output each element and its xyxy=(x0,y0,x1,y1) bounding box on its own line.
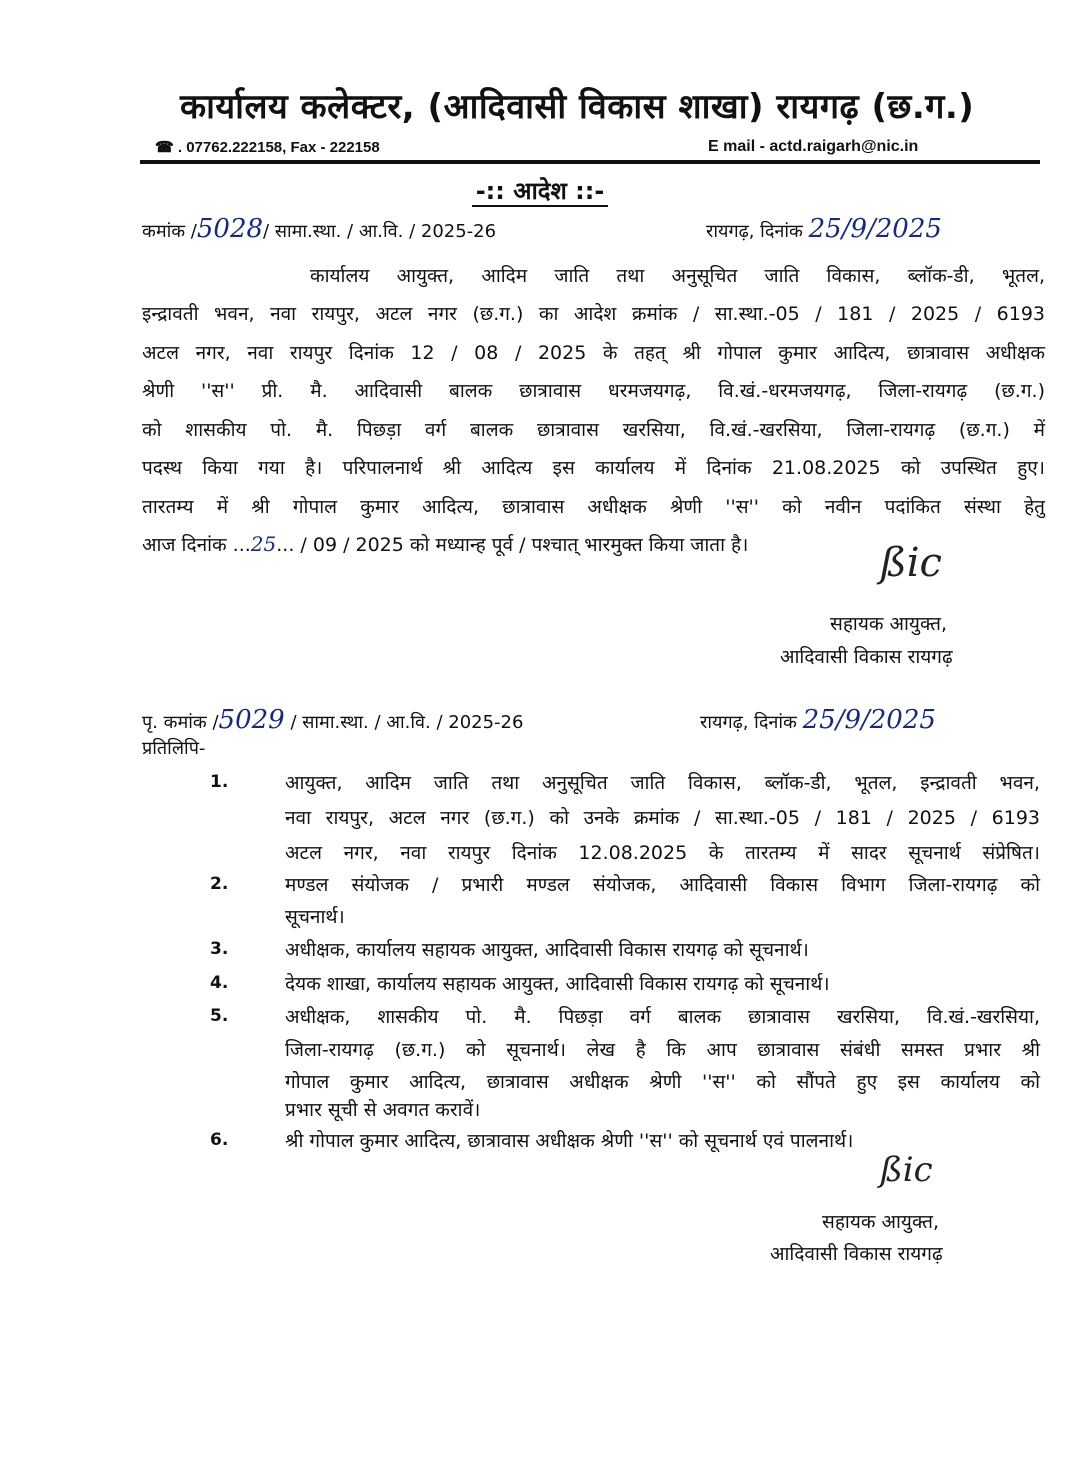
signature: ßic xyxy=(880,540,942,586)
list-item-line: अधीक्षक, कार्यालय सहायक आयुक्त, आदिवासी विकास रायगढ़ को सूचनार्थ। xyxy=(285,939,809,961)
body-line: कार्यालय आयुक्त, आदिम जाति तथा अनुसूचित जाति विकास, ब्लॉक-डी, भूतल, xyxy=(310,265,1045,287)
list-item-line: श्री गोपाल कुमार आदित्य, छात्रावास अधीक्षक श्रेणी ''स'' को सूचनार्थ एवं पालनार्थ। xyxy=(285,1130,854,1152)
signatory-title: सहायक आयुक्त, xyxy=(830,613,947,635)
body-line: तारतम्य में श्री गोपाल कुमार आदित्य, छात्रावास अधीक्षक श्रेणी ''स'' को नवीन पदांकित संस्था हेतु xyxy=(142,496,1045,518)
signature: ßic xyxy=(880,1150,933,1190)
signatory-office: आदिवासी विकास रायगढ़ xyxy=(770,1243,943,1265)
order-date: रायगढ़, दिनांक 25/9/2025 xyxy=(706,214,942,244)
body-line: इन्द्रावती भवन, नवा रायपुर, अटल नगर (छ.ग.) का आदेश क्रमांक / सा.स्था.-05 / 181 / 2025 / 6193 xyxy=(142,303,1045,325)
list-item-line: जिला-रायगढ़ (छ.ग.) को सूचनार्थ। लेख है कि आप छात्रावास संबंधी समस्त प्रभार श्री xyxy=(285,1039,1040,1061)
item-number: 1. xyxy=(210,772,229,792)
list-item-line: नवा रायपुर, अटल नगर (छ.ग.) को उनके क्रमांक / सा.स्था.-05 / 181 / 2025 / 6193 xyxy=(285,807,1040,829)
list-item-line: अधीक्षक, शासकीय पो. मै. पिछड़ा वर्ग बालक छात्रावास खरसिया, वि.खं.-खरसिया, xyxy=(285,1006,1040,1028)
list-item-line: मण्डल संयोजक / प्रभारी मण्डल संयोजक, आदिवासी विकास विभाग जिला-रायगढ़ को xyxy=(285,874,1040,896)
signatory-office: आदिवासी विकास रायगढ़ xyxy=(780,646,953,668)
item-number: 5. xyxy=(210,1006,229,1026)
signatory-title: सहायक आयुक्त, xyxy=(822,1211,939,1233)
body-line: आज दिनांक ...25... / 09 / 2025 को मध्यान्ह पूर्व / पश्चात् भारमुक्त किया जाता है। xyxy=(142,532,749,556)
list-item-line: सूचनार्थ। xyxy=(285,906,345,928)
item-number: 6. xyxy=(210,1130,229,1150)
body-line: श्रेणी ''स'' प्री. मै. आदिवासी बालक छात्रावास धरमजयगढ़, वि.खं.-धरमजयगढ़, जिला-रायगढ़ (छ.ग.) xyxy=(142,380,1045,402)
list-item-line: गोपाल कुमार आदित्य, छात्रावास अधीक्षक श्रेणी ''स'' को सौंपते हुए इस कार्यालय को xyxy=(285,1071,1040,1093)
copy-label: प्रतिलिपि- xyxy=(142,738,206,759)
body-line: को शासकीय पो. मै. पिछड़ा वर्ग बालक छात्रावास खरसिया, वि.खं.-खरसिया, जिला-रायगढ़ (छ.ग.) में xyxy=(142,419,1045,441)
email: E mail - actd.raigarh@nic.in xyxy=(708,138,919,155)
office-title: कार्यालय कलेक्टर, (आदिवासी विकास शाखा) रायगढ़ (छ.ग.) xyxy=(180,87,975,127)
order-title: -:: आदेश ::- xyxy=(0,174,1080,207)
list-item-line: प्रभार सूची से अवगत करावें। xyxy=(285,1099,481,1121)
list-item-line: अटल नगर, नवा रायपुर दिनांक 12.08.2025 के तारतम्य में सादर सूचनार्थ संप्रेषित। xyxy=(285,842,1040,864)
list-item-line: आयुक्त, आदिम जाति तथा अनुसूचित जाति विकास, ब्लॉक-डी, भूतल, इन्द्रावती भवन, xyxy=(285,772,1040,794)
body-line: पदस्थ किया गया है। परिपालनार्थ श्री आदित्य इस कार्यालय में दिनांक 21.08.2025 को उपस्थित हुए। xyxy=(142,457,1045,479)
list-item-line: देयक शाखा, कार्यालय सहायक आयुक्त, आदिवासी विकास रायगढ़ को सूचनार्थ। xyxy=(285,973,830,995)
order-reference: कमांक /5028/ सामा.स्था. / आ.वि. / 2025-26 xyxy=(142,214,497,244)
item-number: 2. xyxy=(210,874,229,894)
header-divider xyxy=(140,160,1040,164)
phone-fax: ☎ . 07762.222158, Fax - 222158 xyxy=(155,139,380,156)
item-number: 3. xyxy=(210,939,229,959)
body-line: अटल नगर, नवा रायपुर दिनांक 12 / 08 / 2025 के तहत् श्री गोपाल कुमार आदित्य, छात्रावास अधीक्षक xyxy=(142,342,1045,364)
telephone-icon: ☎ xyxy=(155,139,174,156)
copy-reference: पृ. कमांक /5029 / सामा.स्था. / आ.वि. / 2025-26 xyxy=(142,705,524,735)
copy-date: रायगढ़, दिनांक 25/9/2025 xyxy=(700,705,936,735)
item-number: 4. xyxy=(210,973,229,993)
